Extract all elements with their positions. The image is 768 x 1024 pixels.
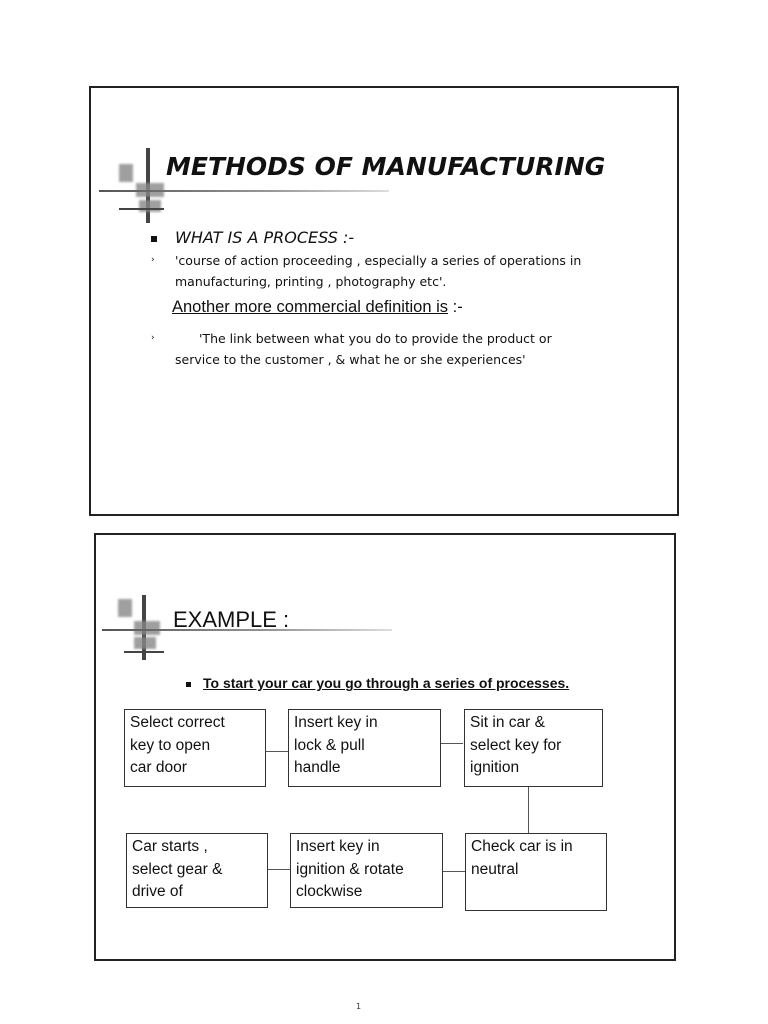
- commercial-definition-heading: [172, 298, 463, 317]
- question-text: WHAT IS A PROCESS :-: [175, 228, 355, 247]
- process-step-6: Check car is in neutral: [465, 833, 607, 911]
- definition-line-2: manufacturing, printing , photography etc'.: [175, 274, 447, 289]
- slide-example: [94, 533, 676, 961]
- arrow-bullet-icon: ›: [151, 255, 155, 265]
- square-bullet-icon: [151, 236, 157, 242]
- process-step-1: Select correct key to open car door: [124, 709, 266, 787]
- commercial-definition-underlined: Another more commercial definition is: [172, 298, 449, 316]
- quote-line-1: 'The link between what you do to provide the product or: [199, 331, 552, 346]
- square-bullet-icon: [186, 682, 191, 687]
- question-bullet: [151, 228, 354, 247]
- definition-line-1: 'course of action proceeding , especially a series of operations in: [175, 253, 582, 268]
- slide-title: EXAMPLE :: [173, 607, 290, 632]
- commercial-definition-suffix: :-: [448, 298, 463, 316]
- process-step-4: Car starts , select gear & drive of: [126, 833, 268, 908]
- connector-1-2: [266, 751, 288, 752]
- quote-bullet: [151, 328, 651, 370]
- process-step-5: Insert key in ignition & rotate clockwise: [290, 833, 443, 908]
- definition-bullet: [151, 250, 651, 292]
- process-step-2: Insert key in lock & pull handle: [288, 709, 441, 787]
- series-bullet: [186, 675, 569, 691]
- series-text: To start your car you go through a series of processes.: [203, 675, 570, 691]
- process-step-3: Sit in car & select key for ignition: [464, 709, 603, 787]
- connector-5-4: [268, 869, 290, 870]
- slide-methods-of-manufacturing: [89, 86, 679, 516]
- connector-2-3: [441, 743, 463, 744]
- connector-3-6: [528, 787, 529, 835]
- connector-6-5: [443, 871, 465, 872]
- arrow-bullet-icon: ›: [151, 333, 155, 343]
- quote-line-2: service to the customer , & what he or she experiences': [175, 352, 526, 367]
- slide-title: METHODS OF MANUFACTURING: [166, 152, 606, 181]
- page-number: 1: [356, 1002, 362, 1011]
